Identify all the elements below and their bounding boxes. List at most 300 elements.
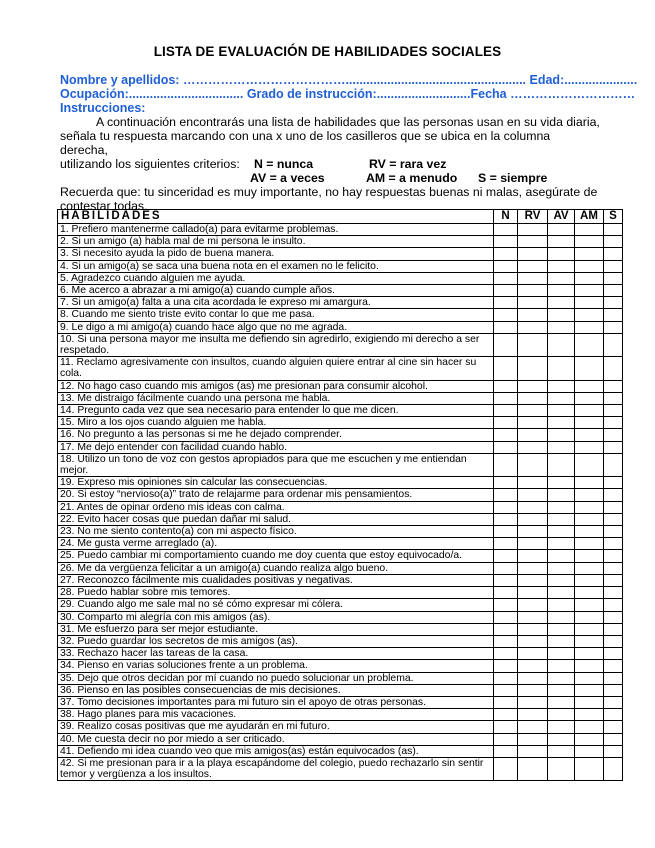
criterion-s: S = siempre <box>478 171 548 185</box>
answer-cell-am[interactable] <box>575 660 604 672</box>
skill-item: 9. Le digo a mi amigo(a) cuando hace algo que no me agrada. <box>58 321 494 333</box>
answer-cell-n[interactable] <box>494 441 518 453</box>
answer-cell-av[interactable] <box>548 248 575 260</box>
answer-cell-rv[interactable] <box>518 236 548 248</box>
instructions-line: A continuación encontrarás una lista de habilidades que las personas usan en su vida diaria, <box>96 115 600 129</box>
instructions-line: utilizando los siguientes criterios: <box>60 157 240 171</box>
skill-item: 8. Cuando me siento triste evito contar lo que me pasa. <box>58 309 494 321</box>
answer-cell-av[interactable] <box>548 648 575 660</box>
answer-cell-s[interactable] <box>604 538 623 550</box>
header-s: S <box>604 210 623 224</box>
answer-cell-rv[interactable] <box>518 333 548 356</box>
answer-cell-s[interactable] <box>604 477 623 489</box>
answer-cell-rv[interactable] <box>518 441 548 453</box>
answer-cell-am[interactable] <box>575 260 604 272</box>
answer-cell-rv[interactable] <box>518 587 548 599</box>
answer-cell-av[interactable] <box>548 357 575 380</box>
name-age-field[interactable]: Nombre y apellidos: ………………………………….................................................... Edad:..................... <box>60 73 638 87</box>
occupation-grade-date-field[interactable]: Ocupación:................................. Grado de instrucción:...........................Fecha ………………………… <box>60 87 636 101</box>
answer-cell-rv[interactable] <box>518 392 548 404</box>
table-row <box>58 721 623 733</box>
answer-cell-am[interactable] <box>575 248 604 260</box>
skill-item: 29. Cuando algo me sale mal no sé cómo expresar mi cólera. <box>58 599 494 611</box>
answer-cell-n[interactable] <box>494 285 518 297</box>
table-row <box>58 380 623 392</box>
skill-item: 33. Rechazo hacer las tareas de la casa. <box>58 648 494 660</box>
skill-item: 40. Me cuesta decir no por miedo a ser criticado. <box>58 733 494 745</box>
skill-item: 19. Expreso mis opiniones sin calcular las consecuencias. <box>58 477 494 489</box>
skill-item: 14. Pregunto cada vez que sea necesario para entender lo que me dicen. <box>58 405 494 417</box>
answer-cell-am[interactable] <box>575 272 604 284</box>
answer-cell-rv[interactable] <box>518 309 548 321</box>
answer-cell-av[interactable] <box>548 236 575 248</box>
answer-cell-am[interactable] <box>575 611 604 623</box>
table-header-row <box>58 210 623 224</box>
answer-cell-rv[interactable] <box>518 417 548 429</box>
answer-cell-rv[interactable] <box>518 635 548 647</box>
answer-cell-am[interactable] <box>575 562 604 574</box>
answer-cell-am[interactable] <box>575 224 604 236</box>
answer-cell-av[interactable] <box>548 660 575 672</box>
answer-cell-s[interactable] <box>604 380 623 392</box>
answer-cell-s[interactable] <box>604 309 623 321</box>
answer-cell-av[interactable] <box>548 272 575 284</box>
answer-cell-rv[interactable] <box>518 380 548 392</box>
answer-cell-s[interactable] <box>604 285 623 297</box>
answer-cell-av[interactable] <box>548 696 575 708</box>
table-row <box>58 623 623 635</box>
skill-item: 12. No hago caso cuando mis amigos (as) me presionan para consumir alcohol. <box>58 380 494 392</box>
answer-cell-av[interactable] <box>548 429 575 441</box>
answer-cell-s[interactable] <box>604 562 623 574</box>
answer-cell-n[interactable] <box>494 574 518 586</box>
answer-cell-s[interactable] <box>604 260 623 272</box>
answer-cell-n[interactable] <box>494 684 518 696</box>
answer-cell-am[interactable] <box>575 574 604 586</box>
skill-item: 38. Hago planes para mis vacaciones. <box>58 709 494 721</box>
answer-cell-s[interactable] <box>604 745 623 757</box>
answer-cell-am[interactable] <box>575 696 604 708</box>
skill-item: 10. Si una persona mayor me insulta me defiendo sin agredirlo, exigiendo mi derecho a ser respetado. <box>58 333 494 356</box>
criterion-am: AM = a menudo <box>366 171 458 185</box>
answer-cell-am[interactable] <box>575 538 604 550</box>
answer-cell-rv[interactable] <box>518 429 548 441</box>
header-am: AM <box>575 210 604 224</box>
answer-cell-s[interactable] <box>604 272 623 284</box>
answer-cell-n[interactable] <box>494 392 518 404</box>
answer-cell-av[interactable] <box>548 599 575 611</box>
table-row <box>58 501 623 513</box>
answer-cell-rv[interactable] <box>518 684 548 696</box>
answer-cell-s[interactable] <box>604 684 623 696</box>
answer-cell-rv[interactable] <box>518 513 548 525</box>
answer-cell-s[interactable] <box>604 429 623 441</box>
answer-cell-am[interactable] <box>575 501 604 513</box>
answer-cell-av[interactable] <box>548 501 575 513</box>
table-row <box>58 696 623 708</box>
reminder-line: Recuerda que: tu sinceridad es muy importante, no hay respuestas buenas ni malas, asegúrate de <box>60 185 598 199</box>
answer-cell-rv[interactable] <box>518 285 548 297</box>
answer-cell-n[interactable] <box>494 635 518 647</box>
answer-cell-am[interactable] <box>575 587 604 599</box>
answer-cell-s[interactable] <box>604 526 623 538</box>
table-row <box>58 441 623 453</box>
table-row <box>58 285 623 297</box>
skill-item: 30. Comparto mi alegría con mis amigos (as). <box>58 611 494 623</box>
answer-cell-rv[interactable] <box>518 623 548 635</box>
answer-cell-n[interactable] <box>494 709 518 721</box>
table-row <box>58 574 623 586</box>
table-row <box>58 611 623 623</box>
table-row <box>58 538 623 550</box>
answer-cell-av[interactable] <box>548 513 575 525</box>
table-row <box>58 757 623 780</box>
answer-cell-s[interactable] <box>604 405 623 417</box>
skill-item: 23. No me siento contento(a) con mi aspecto físico. <box>58 526 494 538</box>
answer-cell-am[interactable] <box>575 380 604 392</box>
criterion-av: AV = a veces <box>250 171 325 185</box>
answer-cell-am[interactable] <box>575 721 604 733</box>
answer-cell-n[interactable] <box>494 648 518 660</box>
answer-cell-av[interactable] <box>548 309 575 321</box>
answer-cell-av[interactable] <box>548 392 575 404</box>
answer-cell-n[interactable] <box>494 297 518 309</box>
answer-cell-rv[interactable] <box>518 272 548 284</box>
answer-cell-s[interactable] <box>604 501 623 513</box>
answer-cell-am[interactable] <box>575 745 604 757</box>
answer-cell-av[interactable] <box>548 550 575 562</box>
answer-cell-am[interactable] <box>575 309 604 321</box>
skill-item: 34. Pienso en varias soluciones frente a un problema. <box>58 660 494 672</box>
answer-cell-s[interactable] <box>604 236 623 248</box>
answer-cell-n[interactable] <box>494 660 518 672</box>
answer-cell-am[interactable] <box>575 684 604 696</box>
answer-cell-n[interactable] <box>494 721 518 733</box>
answer-cell-av[interactable] <box>548 623 575 635</box>
table-row <box>58 562 623 574</box>
answer-cell-rv[interactable] <box>518 599 548 611</box>
table-row <box>58 272 623 284</box>
answer-cell-av[interactable] <box>548 405 575 417</box>
skill-item: 4. Si un amigo(a) se saca una buena nota en el examen no le felicito. <box>58 260 494 272</box>
table-row <box>58 550 623 562</box>
answer-cell-av[interactable] <box>548 297 575 309</box>
answer-cell-am[interactable] <box>575 550 604 562</box>
answer-cell-av[interactable] <box>548 733 575 745</box>
answer-cell-n[interactable] <box>494 477 518 489</box>
answer-cell-n[interactable] <box>494 672 518 684</box>
answer-cell-rv[interactable] <box>518 501 548 513</box>
answer-cell-rv[interactable] <box>518 224 548 236</box>
table-row <box>58 236 623 248</box>
answer-cell-n[interactable] <box>494 405 518 417</box>
answer-cell-av[interactable] <box>548 562 575 574</box>
skill-item: 17. Me dejo entender con facilidad cuando hablo. <box>58 441 494 453</box>
answer-cell-av[interactable] <box>548 489 575 501</box>
table-row <box>58 513 623 525</box>
answer-cell-n[interactable] <box>494 562 518 574</box>
table-row <box>58 297 623 309</box>
answer-cell-rv[interactable] <box>518 297 548 309</box>
answer-cell-rv[interactable] <box>518 321 548 333</box>
answer-cell-av[interactable] <box>548 260 575 272</box>
answer-cell-am[interactable] <box>575 441 604 453</box>
skill-item: 35. Dejo que otros decidan por mí cuando no puedo solucionar un problema. <box>58 672 494 684</box>
table-row <box>58 635 623 647</box>
table-row <box>58 745 623 757</box>
answer-cell-n[interactable] <box>494 321 518 333</box>
answer-cell-s[interactable] <box>604 587 623 599</box>
answer-cell-av[interactable] <box>548 417 575 429</box>
skill-item: 22. Evito hacer cosas que puedan dañar mi salud. <box>58 513 494 525</box>
answer-cell-av[interactable] <box>548 709 575 721</box>
skill-item: 18. Utilizo un tono de voz con gestos apropiados para que me escuchen y me entiendan mejor. <box>58 453 494 476</box>
answer-cell-rv[interactable] <box>518 489 548 501</box>
answer-cell-av[interactable] <box>548 672 575 684</box>
answer-cell-n[interactable] <box>494 757 518 780</box>
reminder-line: contestar todas. <box>60 199 148 213</box>
answer-cell-s[interactable] <box>604 672 623 684</box>
skill-item: 31. Me esfuerzo para ser mejor estudiante. <box>58 623 494 635</box>
answer-cell-n[interactable] <box>494 272 518 284</box>
answer-cell-s[interactable] <box>604 489 623 501</box>
answer-cell-am[interactable] <box>575 672 604 684</box>
answer-cell-s[interactable] <box>604 441 623 453</box>
answer-cell-am[interactable] <box>575 453 604 476</box>
skill-item: 15. Miro a los ojos cuando alguien me habla. <box>58 417 494 429</box>
table-row <box>58 248 623 260</box>
instructions-text <box>60 115 600 213</box>
skill-item: 28. Puedo hablar sobre mis temores. <box>58 587 494 599</box>
answer-cell-n[interactable] <box>494 236 518 248</box>
answer-cell-s[interactable] <box>604 550 623 562</box>
criterion-n: N = nunca <box>254 157 314 171</box>
answer-cell-rv[interactable] <box>518 574 548 586</box>
answer-cell-rv[interactable] <box>518 526 548 538</box>
answer-cell-s[interactable] <box>604 453 623 476</box>
answer-cell-av[interactable] <box>548 526 575 538</box>
skill-item: 24. Me gusta verme arreglado (a). <box>58 538 494 550</box>
answer-cell-s[interactable] <box>604 757 623 780</box>
answer-cell-n[interactable] <box>494 429 518 441</box>
answer-cell-n[interactable] <box>494 538 518 550</box>
skill-item: 2. Si un amigo (a) habla mal de mi persona le insulto. <box>58 236 494 248</box>
answer-cell-s[interactable] <box>604 392 623 404</box>
answer-cell-rv[interactable] <box>518 733 548 745</box>
answer-cell-s[interactable] <box>604 635 623 647</box>
answer-cell-n[interactable] <box>494 550 518 562</box>
answer-cell-am[interactable] <box>575 236 604 248</box>
answer-cell-am[interactable] <box>575 757 604 780</box>
answer-cell-am[interactable] <box>575 513 604 525</box>
answer-cell-av[interactable] <box>548 574 575 586</box>
skill-item: 20. Si estoy “nervioso(a)” trato de relajarme para ordenar mis pensamientos. <box>58 489 494 501</box>
table-row <box>58 489 623 501</box>
answer-cell-am[interactable] <box>575 357 604 380</box>
answer-cell-am[interactable] <box>575 709 604 721</box>
answer-cell-n[interactable] <box>494 260 518 272</box>
answer-cell-av[interactable] <box>548 587 575 599</box>
answer-cell-s[interactable] <box>604 733 623 745</box>
page-title: LISTA DE EVALUACIÓN DE HABILIDADES SOCIALES <box>153 44 502 59</box>
answer-cell-n[interactable] <box>494 513 518 525</box>
answer-cell-s[interactable] <box>604 224 623 236</box>
answer-cell-av[interactable] <box>548 224 575 236</box>
answer-cell-n[interactable] <box>494 696 518 708</box>
answer-cell-n[interactable] <box>494 333 518 356</box>
answer-cell-rv[interactable] <box>518 696 548 708</box>
answer-cell-n[interactable] <box>494 248 518 260</box>
answer-cell-s[interactable] <box>604 333 623 356</box>
answer-cell-rv[interactable] <box>518 260 548 272</box>
answer-cell-am[interactable] <box>575 417 604 429</box>
answer-cell-rv[interactable] <box>518 453 548 476</box>
answer-cell-am[interactable] <box>575 489 604 501</box>
answer-cell-am[interactable] <box>575 635 604 647</box>
answer-cell-av[interactable] <box>548 538 575 550</box>
answer-cell-s[interactable] <box>604 696 623 708</box>
answer-cell-s[interactable] <box>604 611 623 623</box>
answer-cell-rv[interactable] <box>518 405 548 417</box>
answer-cell-rv[interactable] <box>518 538 548 550</box>
answer-cell-n[interactable] <box>494 380 518 392</box>
answer-cell-am[interactable] <box>575 405 604 417</box>
skill-item: 26. Me da vergüenza felicitar a un amigo(a) cuando realiza algo bueno. <box>58 562 494 574</box>
table-row <box>58 672 623 684</box>
answer-cell-am[interactable] <box>575 429 604 441</box>
answer-cell-s[interactable] <box>604 709 623 721</box>
answer-cell-av[interactable] <box>548 380 575 392</box>
table-row <box>58 599 623 611</box>
answer-cell-av[interactable] <box>548 285 575 297</box>
answer-cell-n[interactable] <box>494 587 518 599</box>
answer-cell-n[interactable] <box>494 733 518 745</box>
answer-cell-av[interactable] <box>548 757 575 780</box>
answer-cell-rv[interactable] <box>518 648 548 660</box>
answer-cell-n[interactable] <box>494 453 518 476</box>
answer-cell-rv[interactable] <box>518 709 548 721</box>
answer-cell-am[interactable] <box>575 477 604 489</box>
answer-cell-am[interactable] <box>575 648 604 660</box>
answer-cell-rv[interactable] <box>518 248 548 260</box>
answer-cell-am[interactable] <box>575 599 604 611</box>
answer-cell-s[interactable] <box>604 660 623 672</box>
answer-cell-n[interactable] <box>494 623 518 635</box>
table-row <box>58 333 623 356</box>
answer-cell-av[interactable] <box>548 441 575 453</box>
skills-table <box>57 209 623 781</box>
answer-cell-n[interactable] <box>494 224 518 236</box>
table-row <box>58 224 623 236</box>
answer-cell-av[interactable] <box>548 321 575 333</box>
answer-cell-n[interactable] <box>494 611 518 623</box>
answer-cell-n[interactable] <box>494 357 518 380</box>
answer-cell-n[interactable] <box>494 599 518 611</box>
answer-cell-rv[interactable] <box>518 562 548 574</box>
answer-cell-s[interactable] <box>604 321 623 333</box>
table-row <box>58 733 623 745</box>
answer-cell-rv[interactable] <box>518 550 548 562</box>
answer-cell-av[interactable] <box>548 721 575 733</box>
header-n: N <box>494 210 518 224</box>
answer-cell-av[interactable] <box>548 635 575 647</box>
table-row <box>58 477 623 489</box>
answer-cell-av[interactable] <box>548 477 575 489</box>
answer-cell-s[interactable] <box>604 248 623 260</box>
answer-cell-s[interactable] <box>604 297 623 309</box>
answer-cell-av[interactable] <box>548 745 575 757</box>
answer-cell-s[interactable] <box>604 623 623 635</box>
table-row <box>58 309 623 321</box>
skill-item: 42. Si me presionan para ir a la playa escapándome del colegio, puedo rechazarlo sin sentir temor y vergüenza a los insultos. <box>58 757 494 780</box>
answer-cell-s[interactable] <box>604 721 623 733</box>
answer-cell-n[interactable] <box>494 417 518 429</box>
answer-cell-n[interactable] <box>494 489 518 501</box>
answer-cell-s[interactable] <box>604 357 623 380</box>
table-row <box>58 417 623 429</box>
answer-cell-am[interactable] <box>575 623 604 635</box>
answer-cell-am[interactable] <box>575 733 604 745</box>
answer-cell-am[interactable] <box>575 297 604 309</box>
answer-cell-s[interactable] <box>604 417 623 429</box>
answer-cell-rv[interactable] <box>518 477 548 489</box>
answer-cell-am[interactable] <box>575 392 604 404</box>
table-row <box>58 321 623 333</box>
skill-item: 3. Si necesito ayuda la pido de buena manera. <box>58 248 494 260</box>
skill-item: 25. Puedo cambiar mi comportamiento cuando me doy cuenta que estoy equivocado/a. <box>58 550 494 562</box>
table-row <box>58 453 623 476</box>
answer-cell-am[interactable] <box>575 526 604 538</box>
table-row <box>58 260 623 272</box>
skill-item: 11. Reclamo agresivamente con insultos, cuando alguien quiere entrar al cine sin hacer su cola. <box>58 357 494 380</box>
skill-item: 32. Puedo guardar los secretos de mis amigos (as). <box>58 635 494 647</box>
answer-cell-s[interactable] <box>604 648 623 660</box>
answer-cell-av[interactable] <box>548 333 575 356</box>
table-row <box>58 709 623 721</box>
header-habilidades: HABILIDADES <box>58 210 494 224</box>
answer-cell-rv[interactable] <box>518 721 548 733</box>
skill-item: 36. Pienso en las posibles consecuencias de mis decisiones. <box>58 684 494 696</box>
answer-cell-am[interactable] <box>575 333 604 356</box>
answer-cell-s[interactable] <box>604 599 623 611</box>
table-row <box>58 526 623 538</box>
table-row <box>58 660 623 672</box>
answer-cell-rv[interactable] <box>518 660 548 672</box>
header-rv: RV <box>518 210 548 224</box>
answer-cell-am[interactable] <box>575 321 604 333</box>
answer-cell-s[interactable] <box>604 574 623 586</box>
answer-cell-av[interactable] <box>548 611 575 623</box>
answer-cell-n[interactable] <box>494 501 518 513</box>
table-row <box>58 429 623 441</box>
answer-cell-n[interactable] <box>494 526 518 538</box>
answer-cell-rv[interactable] <box>518 757 548 780</box>
answer-cell-s[interactable] <box>604 513 623 525</box>
answer-cell-rv[interactable] <box>518 672 548 684</box>
skill-item: 1. Prefiero mantenerme callado(a) para evitarme problemas. <box>58 224 494 236</box>
answer-cell-n[interactable] <box>494 309 518 321</box>
skill-item: 21. Antes de opinar ordeno mis ideas con calma. <box>58 501 494 513</box>
skill-item: 5. Agradezco cuando alguien me ayuda. <box>58 272 494 284</box>
skill-item: 13. Me distraigo fácilmente cuando una persona me habla. <box>58 392 494 404</box>
answer-cell-n[interactable] <box>494 745 518 757</box>
answer-cell-av[interactable] <box>548 453 575 476</box>
answer-cell-rv[interactable] <box>518 745 548 757</box>
answer-cell-am[interactable] <box>575 285 604 297</box>
answer-cell-av[interactable] <box>548 684 575 696</box>
answer-cell-rv[interactable] <box>518 357 548 380</box>
answer-cell-rv[interactable] <box>518 611 548 623</box>
